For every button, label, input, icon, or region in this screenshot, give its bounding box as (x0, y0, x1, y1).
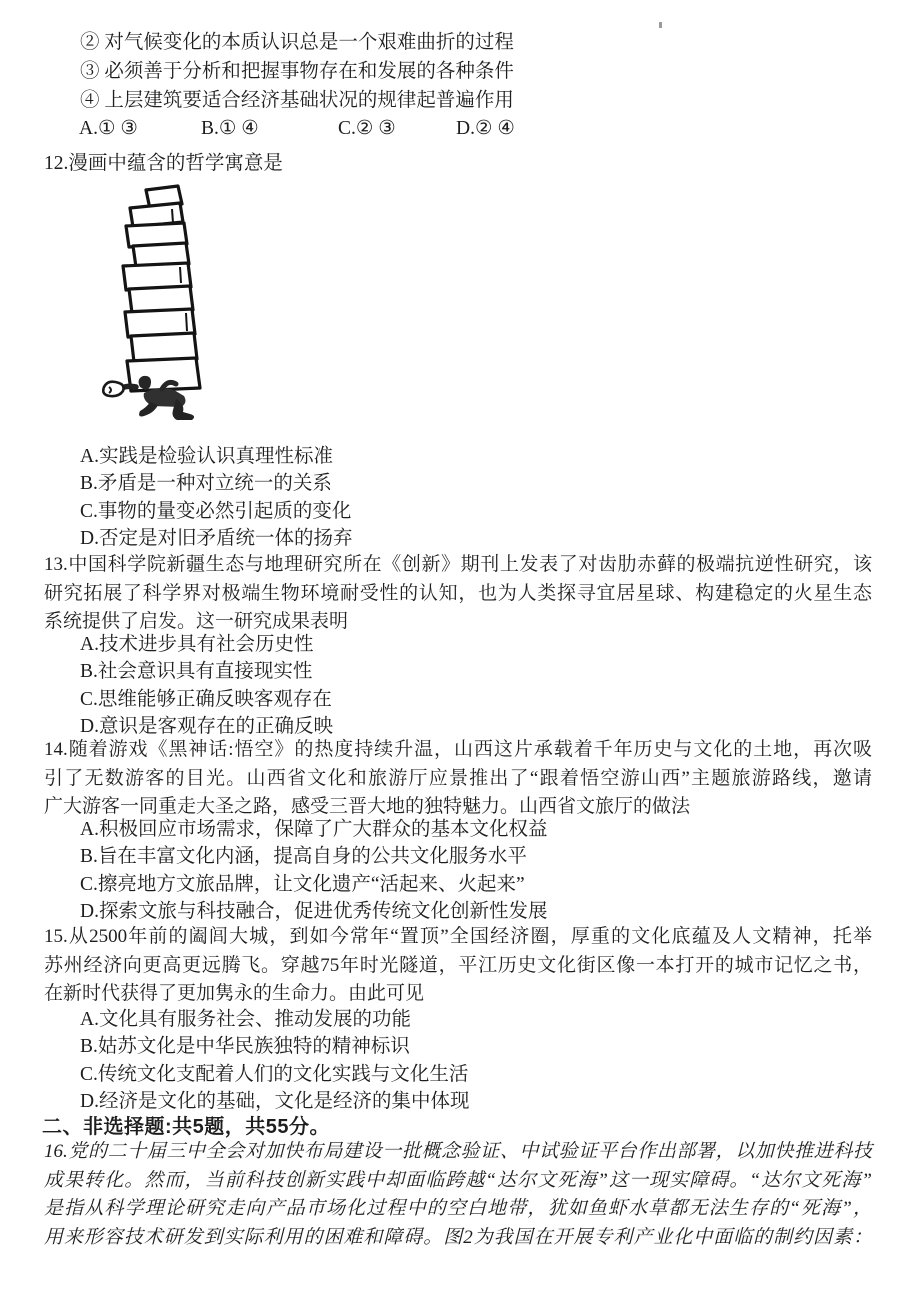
q15-stem-line-3: 在新时代获得了更加隽永的生命力。由此可见 (44, 983, 425, 1004)
q12-cartoon (100, 183, 218, 421)
q11-choice-d: D.② ④ (456, 118, 515, 139)
q14-option-a: A.积极回应市场需求，保障了广大群众的基本文化权益 (80, 819, 548, 840)
q16-stem (44, 1138, 872, 1252)
q11-choice-a: A.① ③ (79, 118, 138, 139)
scan-speck (659, 22, 662, 28)
q16-stem-line-3: 是指从科学理论研究走向产品市场化过程中的空白地带，犹如鱼虾水草都无法生存的“死海”， (44, 1198, 872, 1219)
q13-option-b: B.社会意识具有直接现实性 (80, 661, 313, 683)
q12-stem: 12.漫画中蕴含的哲学寓意是 (44, 153, 283, 174)
q13-option-a: A.技术进步具有社会历史性 (80, 634, 314, 655)
q13-option-d: D.意识是客观存在的正确反映 (80, 716, 333, 738)
q14-stem (44, 736, 872, 822)
q11-statement-2: ② 对气候变化的本质认识总是一个艰难曲折的过程 (80, 32, 514, 53)
q16-stem-line-1: 16.党的二十届三中全会对加快布局建设一批概念验证、中试验证平台作出部署，以加快推进科技 (44, 1141, 872, 1162)
q15-stem-line-1: 15.从2500年前的阖闾大城，到如今常年“置顶”全国经济圈，厚重的文化底蕴及人文精神，托举 (44, 926, 872, 947)
q13-stem (44, 551, 872, 637)
q15-option-c: C.传统文化支配着人们的文化实践与文化生活 (80, 1063, 469, 1085)
q16-stem-line-2: 成果转化。然而，当前科技创新实践中却面临跨越“达尔文死海”这一现实障碍。“达尔文死海” (44, 1169, 872, 1191)
q14-option-c: C.擦亮地方文旅品牌，让文化遗产“活起来、火起来” (80, 873, 525, 895)
q11-statement-3: ③ 必须善于分析和把握事物存在和发展的各种条件 (80, 61, 514, 82)
q15-options (80, 1006, 469, 1116)
q13-stem-line-2: 研究拓展了科学界对极端生物环境耐受性的认知，也为人类探寻宜居星球、构建稳定的火星生态 (44, 582, 872, 604)
q13-options (80, 631, 333, 741)
q11-choice-c: C.② ③ (338, 118, 396, 139)
q13-stem-line-1: 13.中国科学院新疆生态与地理研究所在《创新》期刊上发表了对齿肋赤藓的极端抗逆性研究，该 (44, 554, 872, 575)
q16-stem-line-4: 用来形容技术研发到实际利用的困难和障碍。图2为我国在开展专利产业化中面临的制约因素： (44, 1226, 872, 1248)
q12-option-d: D.否定是对旧矛盾统一体的扬弃 (80, 528, 353, 550)
q12-option-b: B.矛盾是一种对立统一的关系 (80, 473, 332, 495)
q15-option-b: B.姑苏文化是中华民族独特的精神标识 (80, 1036, 410, 1058)
q13-option-c: C.思维能够正确反映客观存在 (80, 688, 332, 710)
q15-option-d: D.经济是文化的基础，文化是经济的集中体现 (80, 1091, 470, 1113)
q12-options (80, 443, 352, 553)
q13-stem-line-3: 系统提供了启发。这一研究成果表明 (44, 611, 349, 632)
q11-choice-b: B.① ④ (201, 118, 259, 139)
q14-option-b: B.旨在丰富文化内涵，提高自身的公共文化服务水平 (80, 846, 527, 868)
q14-option-d: D.探索文旅与科技融合，促进优秀传统文化创新性发展 (80, 901, 548, 923)
q11-statements (80, 28, 514, 115)
q12-option-c: C.事物的量变必然引起质的变化 (80, 500, 352, 522)
q12-option-a: A.实践是检验认识真理性标准 (80, 446, 333, 467)
section-2-header: 二、非选择题:共5题，共55分。 (42, 1116, 331, 1138)
q11-statement-4: ④ 上层建筑要适合经济基础状况的规律起普遍作用 (80, 90, 514, 111)
book-stack-crushing-person-icon (100, 183, 218, 421)
q14-stem-line-2: 引了无数游客的目光。山西省文化和旅游厅应景推出了“跟着悟空游山西”主题旅游路线，邀请 (44, 767, 872, 789)
q15-option-a: A.文化具有服务社会、推动发展的功能 (80, 1009, 411, 1030)
q14-stem-line-3: 广大游客一同重走大圣之路，感受三晋大地的独特魅力。山西省文旅厅的做法 (44, 796, 691, 817)
q14-options (80, 816, 547, 926)
q15-stem-line-2: 苏州经济向更高更远腾飞。穿越75年时光隧道，平江历史文化街区像一本打开的城市记忆之书， (44, 954, 872, 976)
q15-stem (44, 923, 872, 1009)
q11-choice-row (79, 116, 699, 144)
q14-stem-line-1: 14.随着游戏《黑神话:悟空》的热度持续升温，山西这片承载着千年历史与文化的土地，再次吸 (44, 739, 872, 760)
